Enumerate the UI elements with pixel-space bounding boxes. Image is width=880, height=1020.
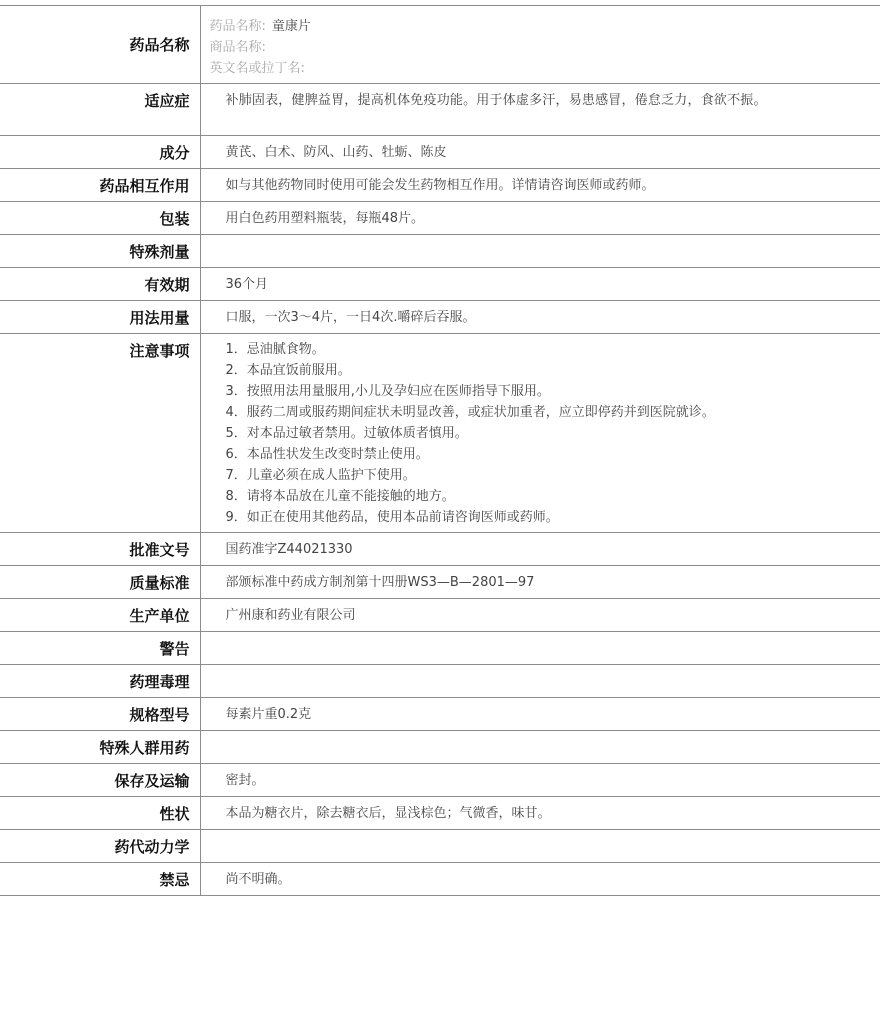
label-pharmacokinetics: 药代动力学 bbox=[0, 830, 200, 863]
label-description: 性状 bbox=[0, 797, 200, 830]
row-manufacturer bbox=[0, 599, 880, 632]
label-specification: 规格型号 bbox=[0, 698, 200, 731]
value-description: 本品为糖衣片，除去糖衣后，显浅棕色；气微香，味甘。 bbox=[200, 797, 880, 830]
label-drug-name: 药品名称 bbox=[0, 6, 200, 84]
label-shelf-life: 有效期 bbox=[0, 268, 200, 301]
value-dosage: 口服，一次3～4片，一日4次.嚼碎后吞服。 bbox=[200, 301, 880, 334]
precaution-item: 7．儿童必须在成人监护下使用。 bbox=[225, 468, 416, 483]
value-warning bbox=[200, 632, 880, 665]
trade-name-key: 商品名称: bbox=[209, 40, 266, 55]
row-quality-standard bbox=[0, 566, 880, 599]
row-toxicology bbox=[0, 665, 880, 698]
row-drug-name bbox=[0, 6, 880, 84]
label-contraindications: 禁忌 bbox=[0, 863, 200, 896]
trade-name-line bbox=[210, 37, 880, 58]
drug-spec-table bbox=[0, 5, 880, 896]
value-indications: 补肺固表，健脾益胃，提高机体免疫功能。用于体虚多汗，易患感冒，倦怠乏力，食欲不振。 bbox=[200, 84, 880, 136]
value-storage: 密封。 bbox=[200, 764, 880, 797]
label-quality-standard: 质量标准 bbox=[0, 566, 200, 599]
value-packaging: 用白色药用塑料瓶装，每瓶48片。 bbox=[200, 202, 880, 235]
label-ingredients: 成分 bbox=[0, 136, 200, 169]
english-name-key: 英文名或拉丁名: bbox=[209, 61, 305, 76]
label-warning: 警告 bbox=[0, 632, 200, 665]
precautions-list bbox=[226, 339, 869, 528]
label-precautions: 注意事项 bbox=[0, 334, 200, 533]
label-toxicology: 药理毒理 bbox=[0, 665, 200, 698]
value-approval-number: 国药准字Z44021330 bbox=[200, 533, 880, 566]
value-contraindications: 尚不明确。 bbox=[200, 863, 880, 896]
generic-name-value: 童康片 bbox=[271, 19, 311, 34]
value-manufacturer: 广州康和药业有限公司 bbox=[200, 599, 880, 632]
generic-name-line bbox=[210, 16, 880, 37]
row-special-dosage bbox=[0, 235, 880, 268]
drug-name-block bbox=[200, 6, 880, 84]
drug-spec-sheet bbox=[0, 5, 880, 896]
value-toxicology bbox=[200, 665, 880, 698]
precaution-item: 6．本品性状发生改变时禁止使用。 bbox=[225, 447, 429, 462]
precaution-item: 1．忌油腻食物。 bbox=[225, 342, 325, 357]
row-shelf-life bbox=[0, 268, 880, 301]
row-dosage bbox=[0, 301, 880, 334]
row-packaging bbox=[0, 202, 880, 235]
row-storage bbox=[0, 764, 880, 797]
precaution-item: 8．请将本品放在儿童不能接触的地方。 bbox=[225, 489, 455, 504]
row-ingredients bbox=[0, 136, 880, 169]
label-indications: 适应症 bbox=[0, 84, 200, 136]
precaution-item: 3．按照用法用量服用,小儿及孕妇应在医师指导下服用。 bbox=[225, 384, 550, 399]
label-manufacturer: 生产单位 bbox=[0, 599, 200, 632]
row-pharmacokinetics bbox=[0, 830, 880, 863]
generic-name-key: 药品名称: bbox=[209, 19, 266, 34]
label-storage: 保存及运输 bbox=[0, 764, 200, 797]
value-specification: 每素片重0.2克 bbox=[200, 698, 880, 731]
value-special-dosage bbox=[200, 235, 880, 268]
label-interactions: 药品相互作用 bbox=[0, 169, 200, 202]
row-warning bbox=[0, 632, 880, 665]
row-special-population bbox=[0, 731, 880, 764]
precaution-item: 5．对本品过敏者禁用。过敏体质者慎用。 bbox=[225, 426, 468, 441]
label-packaging: 包装 bbox=[0, 202, 200, 235]
label-approval-number: 批准文号 bbox=[0, 533, 200, 566]
label-dosage: 用法用量 bbox=[0, 301, 200, 334]
row-approval-number bbox=[0, 533, 880, 566]
row-contraindications bbox=[0, 863, 880, 896]
value-special-population bbox=[200, 731, 880, 764]
label-special-population: 特殊人群用药 bbox=[0, 731, 200, 764]
value-interactions: 如与其他药物同时使用可能会发生药物相互作用。详情请咨询医师或药师。 bbox=[200, 169, 880, 202]
precaution-item: 4．服药二周或服药期间症状未明显改善，或症状加重者，应立即停药并到医院就诊。 bbox=[225, 405, 715, 420]
row-indications bbox=[0, 84, 880, 136]
value-precautions bbox=[200, 334, 880, 533]
row-interactions bbox=[0, 169, 880, 202]
english-name-line bbox=[210, 58, 880, 79]
row-description bbox=[0, 797, 880, 830]
row-precautions bbox=[0, 334, 880, 533]
row-specification bbox=[0, 698, 880, 731]
precaution-item: 9．如正在使用其他药品，使用本品前请咨询医师或药师。 bbox=[225, 510, 559, 525]
value-ingredients: 黄芪、白术、防风、山药、牡蛎、陈皮 bbox=[200, 136, 880, 169]
value-pharmacokinetics bbox=[200, 830, 880, 863]
value-quality-standard: 部颁标准中药成方制剂第十四册WS3—B—2801—97 bbox=[200, 566, 880, 599]
label-special-dosage: 特殊剂量 bbox=[0, 235, 200, 268]
precaution-item: 2．本品宜饭前服用。 bbox=[225, 363, 351, 378]
value-shelf-life: 36个月 bbox=[200, 268, 880, 301]
